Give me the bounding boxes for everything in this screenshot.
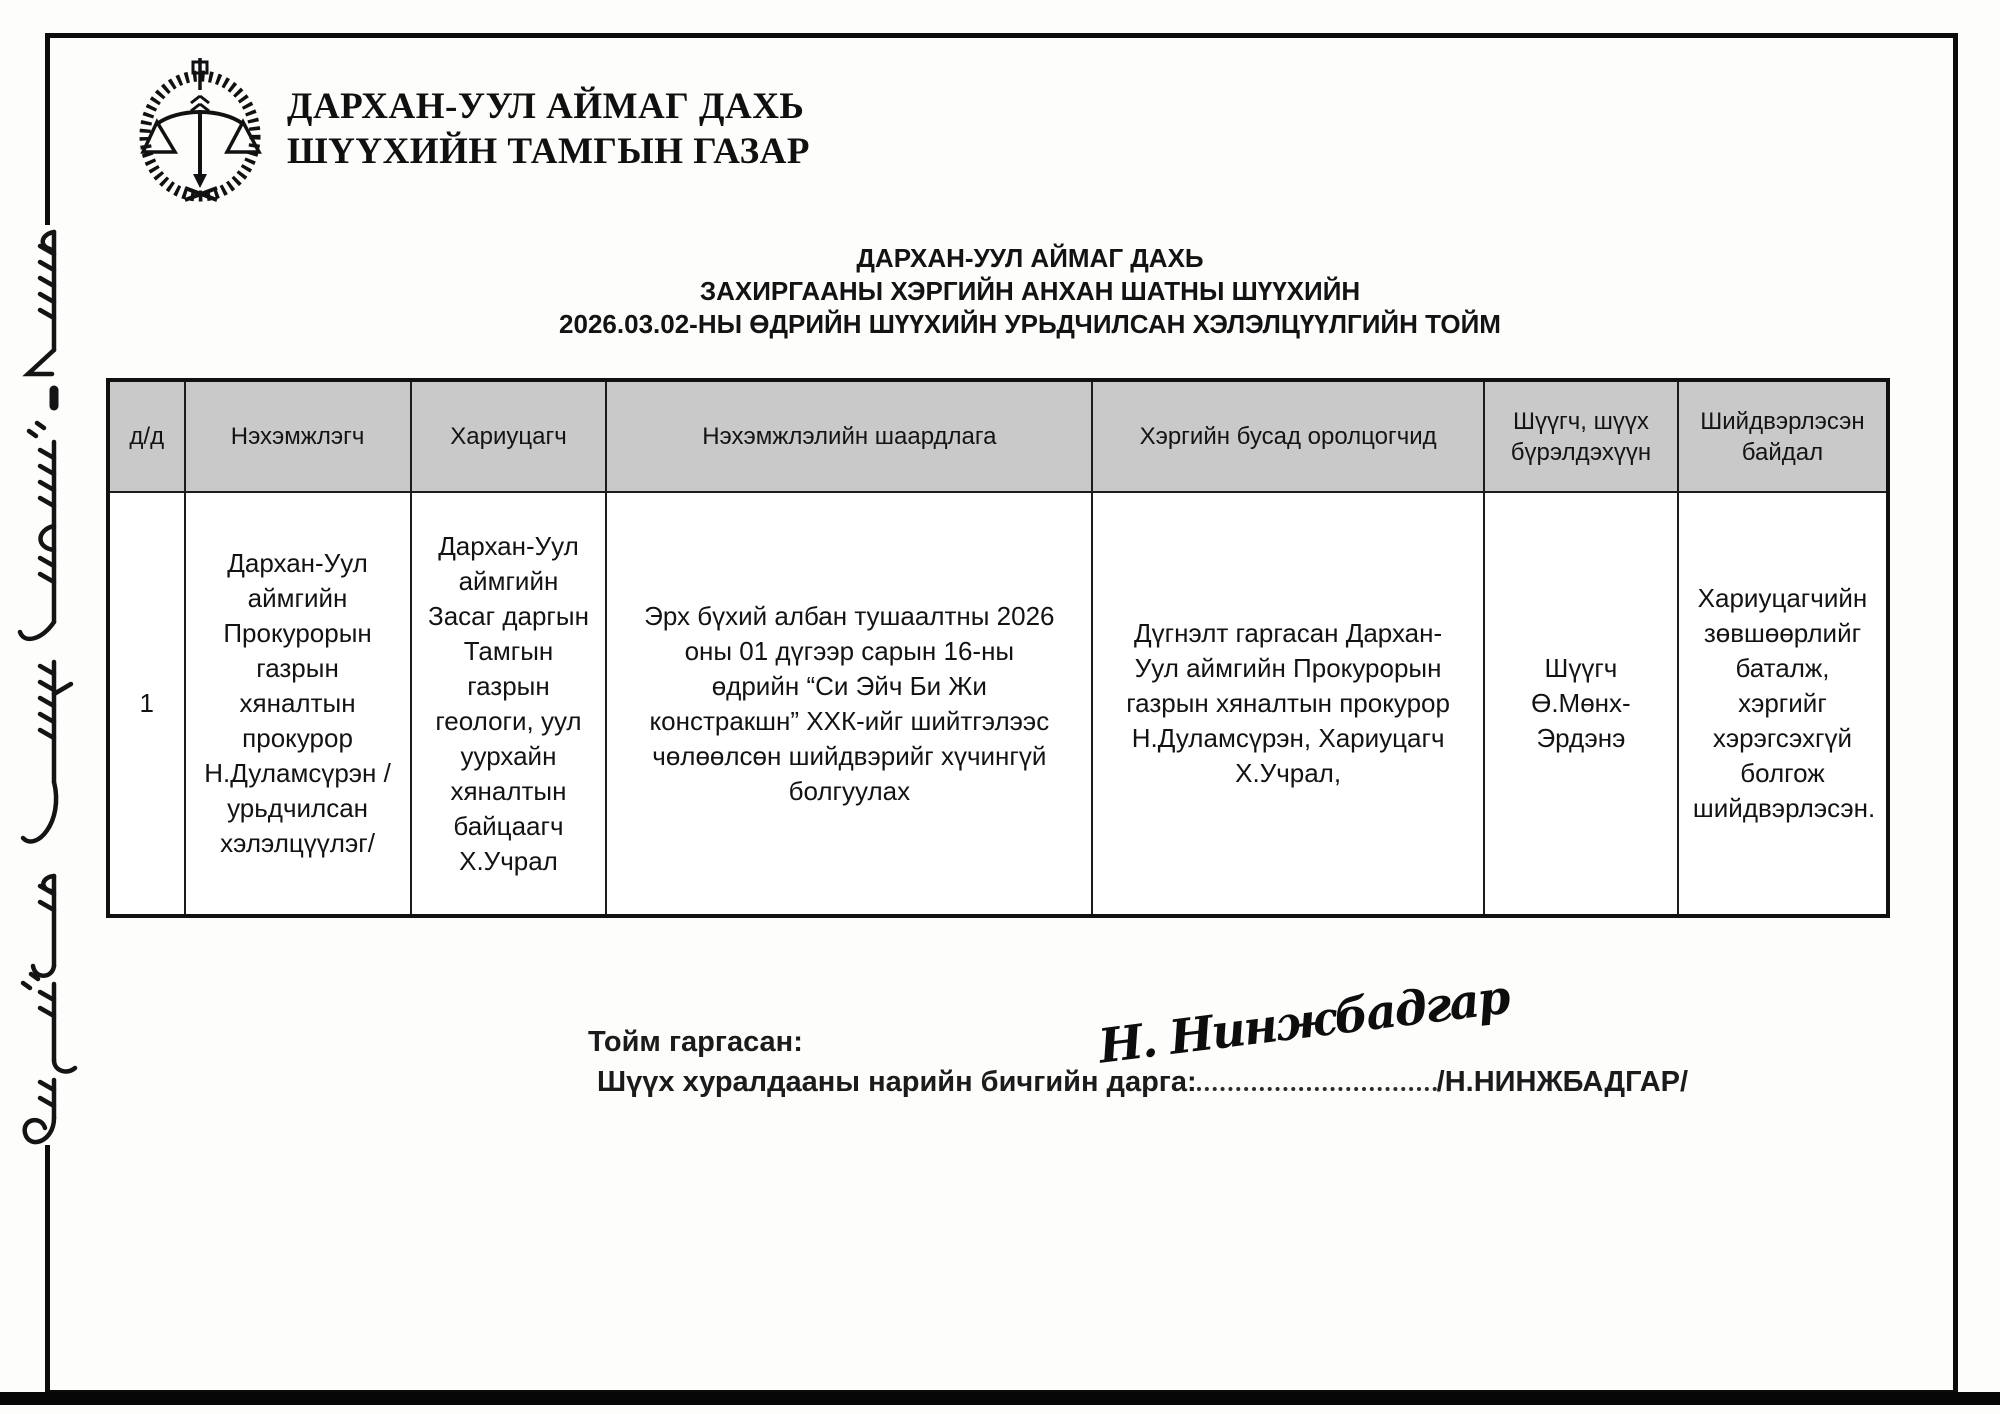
secretary-printed-name: /Н.НИНЖБАДГАР/	[1436, 1066, 1689, 1098]
page-border-top	[45, 33, 1958, 38]
document-title-line2: ЗАХИРГААНЫ ХЭРГИЙН АНХАН ШАТНЫ ШҮҮХИЙН	[699, 276, 1361, 306]
cell-defendant: Дархан-Уул аймгийн Засаг даргын Тамгын газрын геологи, уул уурхайн хяналтын байцаагч Х.Учрал	[411, 492, 607, 916]
header-number: д/д	[108, 380, 185, 492]
document-title-line1: ДАРХАН-УУЛ АЙМАГ ДАХЬ	[856, 243, 1204, 273]
org-name	[287, 84, 810, 174]
document-title	[60, 242, 2000, 341]
handwritten-signature: Н. Нинжбадгар	[1095, 969, 1512, 1075]
table-row	[108, 492, 1888, 916]
page-border-right	[1953, 33, 1958, 1395]
header-resolution: Шийдвэрлэсэн байдал	[1678, 380, 1888, 492]
summary-prepared-label: Тойм гаргасан:	[588, 1026, 803, 1058]
scanner-edge-bar	[0, 1392, 2000, 1405]
secretary-label: Шүүх хуралдааны нарийн бичгийн дарга:	[597, 1066, 1197, 1098]
dotted-signature-leader	[1197, 1067, 1437, 1091]
page-border-left-upper	[45, 33, 50, 225]
cell-resolution: Хариуцагчийн зөвшөөрлийг баталж, хэргийг хэрэгсэхгүй болгож шийдвэрлэсэн.	[1678, 492, 1888, 916]
table-header-row	[108, 380, 1888, 492]
header-defendant: Хариуцагч	[411, 380, 607, 492]
cell-judge: Шүүгч Ө.Мөнх-Эрдэнэ	[1484, 492, 1678, 916]
org-name-line1: ДАРХАН-УУЛ АЙМАГ ДАХЬ	[287, 86, 805, 127]
page-border-left-lower	[45, 1145, 50, 1396]
org-name-line2: ШҮҮХИЙН ТАМГЫН ГАЗАР	[287, 131, 810, 172]
header-other-participants: Хэргийн бусад оролцогчид	[1092, 380, 1484, 492]
cell-number: 1	[108, 492, 185, 916]
cell-claim: Эрх бүхий албан тушаалтны 2026 оны 01 дүгээр сарын 16-ны өдрийн “Си Эйч Би Жи констракшн” ХХК-ийг шийтгэлээс чөлөөлсөн шийдвэрийг хүчингүй болгуулах	[606, 492, 1092, 916]
document-title-line3: 2026.03.02-НЫ ӨДРИЙН ШҮҮХИЙН УРЬДЧИЛСАН ХЭЛЭЛЦҮҮЛГИЙН ТОЙМ	[559, 309, 1501, 339]
secretary-signature-line	[597, 1066, 1688, 1099]
cell-other-participants: Дүгнэлт гаргасан Дархан-Уул аймгийн Прокурорын газрын хяналтын прокурор Н.Дуламсүрэн, Хариуцагч Х.Учрал,	[1092, 492, 1484, 916]
header-claim: Нэхэмжлэлийн шаардлага	[606, 380, 1092, 492]
header-judge-panel: Шүүгч, шүүх бүрэлдэхүүн	[1484, 380, 1678, 492]
case-summary-table	[106, 378, 1890, 918]
mongolian-vertical-script	[10, 222, 82, 1148]
cell-plaintiff: Дархан-Уул аймгийн Прокурорын газрын хяналтын прокурор Н.Дуламсүрэн /урьдчилсан хэлэлцүүлэг/	[185, 492, 411, 916]
court-emblem-logo	[133, 56, 267, 202]
header-plaintiff: Нэхэмжлэгч	[185, 380, 411, 492]
